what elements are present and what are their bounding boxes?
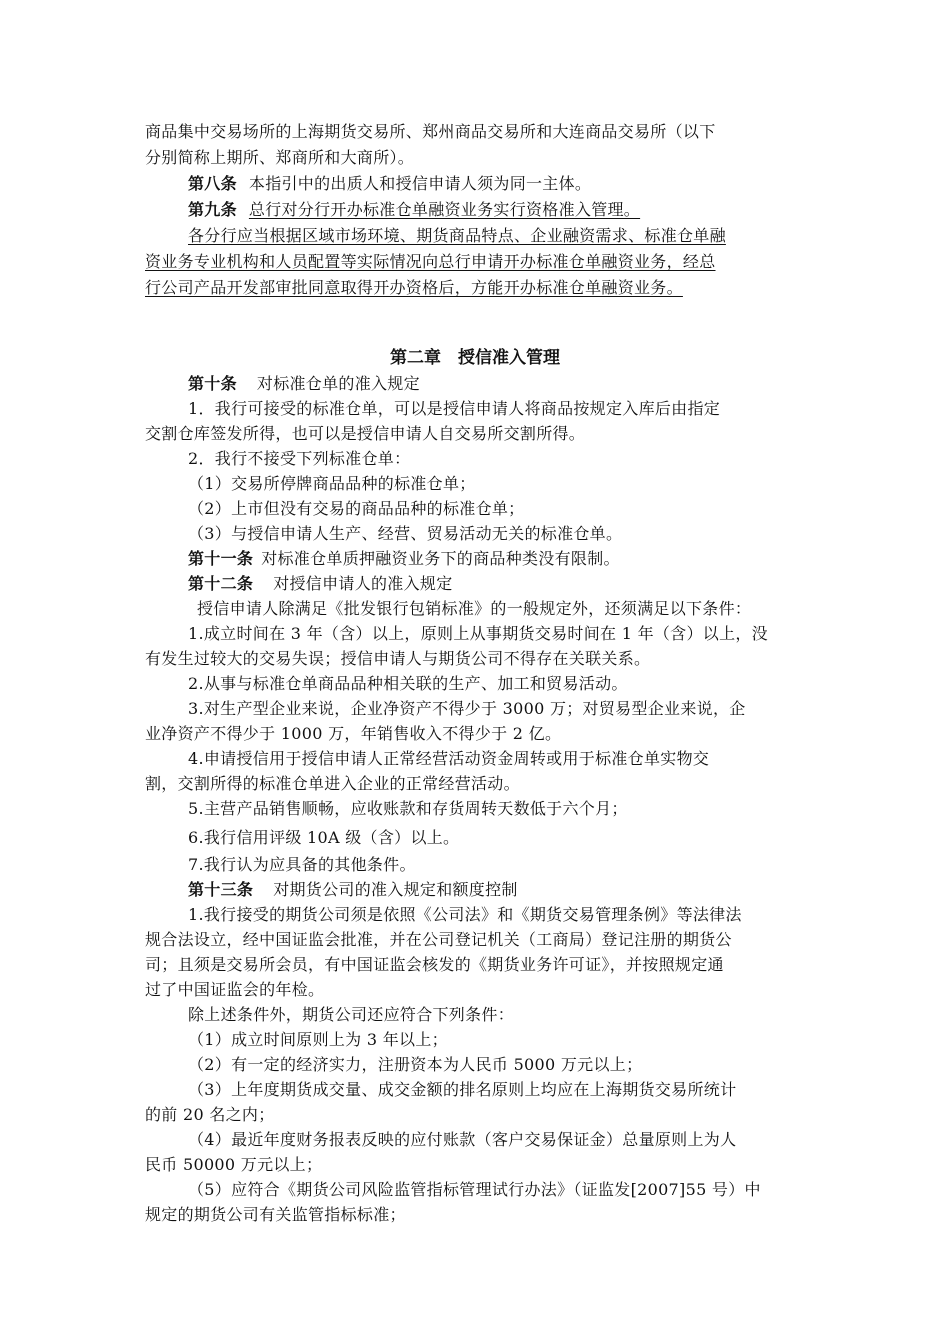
article-13-extra-4-line-2: 民币 50000 万元以上；: [145, 1155, 323, 1174]
article-13: [188, 878, 810, 902]
article-13-extra-2: （2）有一定的经济实力，注册资本为人民币 5000 万元以上；: [188, 1055, 643, 1074]
article-8-text: 本指引中的出质人和授信申请人须为同一主体。: [248, 174, 592, 193]
article-12-intro: 授信申请人除满足《批发银行包销标准》的一般规定外，还须满足以下条件：: [197, 599, 752, 618]
article-13-para-1-line-2: 规合法设立，经中国证监会批准，并在公司登记机关（工商局）登记注册的期货公: [145, 930, 732, 949]
article-12-cond-6: 6.我行信用评级 10A 级（含）以上。: [188, 828, 460, 847]
article-9: [188, 198, 810, 222]
article-13-extra-3-line-2: 的前 20 名之内；: [145, 1105, 275, 1124]
article-13-para-1-line-1: 1.我行接受的期货公司须是依照《公司法》和《期货交易管理条例》等法律法: [188, 905, 742, 924]
article-9-label: 第九条: [188, 200, 237, 219]
article-8: [188, 172, 810, 196]
article-10-sub-2: （2）上市但没有交易的商品品种的标准仓单；: [188, 499, 525, 518]
article-9-para-line-3: 行公司产品开发部审批同意取得开办资格后，方能开办标准仓单融资业务。: [145, 278, 683, 297]
article-11: [188, 547, 810, 571]
article-10-label: 第十条: [188, 374, 237, 393]
article-9-para-line-2: 资业务专业机构和人员配置等实际情况向总行申请开办标准仓单融资业务，经总: [145, 252, 716, 271]
article-13-text: 对期货公司的准入规定和额度控制: [273, 880, 518, 899]
article-10-item-1-line-2: 交割仓库签发所得，也可以是授信申请人自交易所交割所得。: [145, 424, 586, 443]
article-12-cond-1-line-1: 1.成立时间在 3 年（含）以上，原则上从事期货交易时间在 1 年（含）以上，没: [188, 624, 768, 643]
intro-line-1: 商品集中交易场所的上海期货交易所、郑州商品交易所和大连商品交易所（以下: [145, 122, 716, 141]
article-12-text: 对授信申请人的准入规定: [273, 574, 453, 593]
article-10-text: 对标准仓单的准入规定: [256, 374, 420, 393]
article-9-text: 总行对分行开办标准仓单融资业务实行资格准入管理。: [248, 200, 641, 219]
article-9-para-line-1: 各分行应当根据区域市场环境、期货商品特点、企业融资需求、标准仓单融: [188, 226, 726, 245]
article-11-label: 第十一条: [188, 549, 254, 568]
article-10-sub-1: （1）交易所停牌商品品种的标准仓单；: [188, 474, 476, 493]
article-13-para-1-line-4: 过了中国证监会的年检。: [145, 980, 325, 999]
article-13-extra-5-line-1: （5）应符合《期货公司风险监管指标管理试行办法》（证监发[2007]55 号）中: [188, 1180, 761, 1199]
article-13-label: 第十三条: [188, 880, 254, 899]
article-13-extra-3-line-1: （3）上年度期货成交量、成交金额的排名原则上均应在上海期货交易所统计: [188, 1080, 737, 1099]
article-13-extra-5-line-2: 规定的期货公司有关监管指标标准；: [145, 1205, 406, 1224]
article-8-label: 第八条: [188, 174, 237, 193]
chapter-2-title: 第二章 授信准入管理: [390, 348, 560, 368]
article-12-cond-7: 7.我行认为应具备的其他条件。: [188, 855, 416, 874]
intro-line-2: 分别简称上期所、郑商所和大商所）。: [145, 148, 415, 167]
article-12: [188, 572, 810, 596]
article-12-cond-5: 5.主营产品销售顺畅，应收账款和存货周转天数低于六个月；: [188, 799, 628, 818]
article-13-extra-intro: 除上述条件外，期货公司还应符合下列条件：: [188, 1005, 515, 1024]
article-12-cond-4-line-1: 4.申请授信用于授信申请人正常经营活动资金周转或用于标准仓单实物交: [188, 749, 710, 768]
article-12-label: 第十二条: [188, 574, 254, 593]
article-12-cond-3-line-2: 业净资产不得少于 1000 万，年销售收入不得少于 2 亿。: [145, 724, 562, 743]
article-13-extra-1: （1）成立时间原则上为 3 年以上；: [188, 1030, 448, 1049]
article-10-item-1-line-1: 1．我行可接受的标准仓单，可以是授信申请人将商品按规定入库后由指定: [188, 399, 721, 418]
article-12-cond-3-line-1: 3.对生产型企业来说，企业净资产不得少于 3000 万；对贸易型企业来说，企: [188, 699, 746, 718]
article-12-cond-2: 2.从事与标准仓单商品品种相关联的生产、加工和贸易活动。: [188, 674, 628, 693]
article-11-text: 对标准仓单质押融资业务下的商品种类没有限制。: [261, 549, 620, 568]
article-12-cond-1-line-2: 有发生过较大的交易失误；授信申请人与期货公司不得存在关联关系。: [145, 649, 651, 668]
article-13-extra-4-line-1: （4）最近年度财务报表反映的应付账款（客户交易保证金）总量原则上为人: [188, 1130, 737, 1149]
article-13-para-1-line-3: 司；且须是交易所会员，有中国证监会核发的《期货业务许可证》，并按照规定通: [145, 955, 724, 974]
article-12-cond-4-line-2: 割，交割所得的标准仓单进入企业的正常经营活动。: [145, 774, 520, 793]
article-10: [188, 372, 810, 396]
article-10-item-2: 2．我行不接受下列标准仓单：: [188, 449, 411, 468]
article-10-sub-3: （3）与授信申请人生产、经营、贸易活动无关的标准仓单。: [188, 524, 623, 543]
